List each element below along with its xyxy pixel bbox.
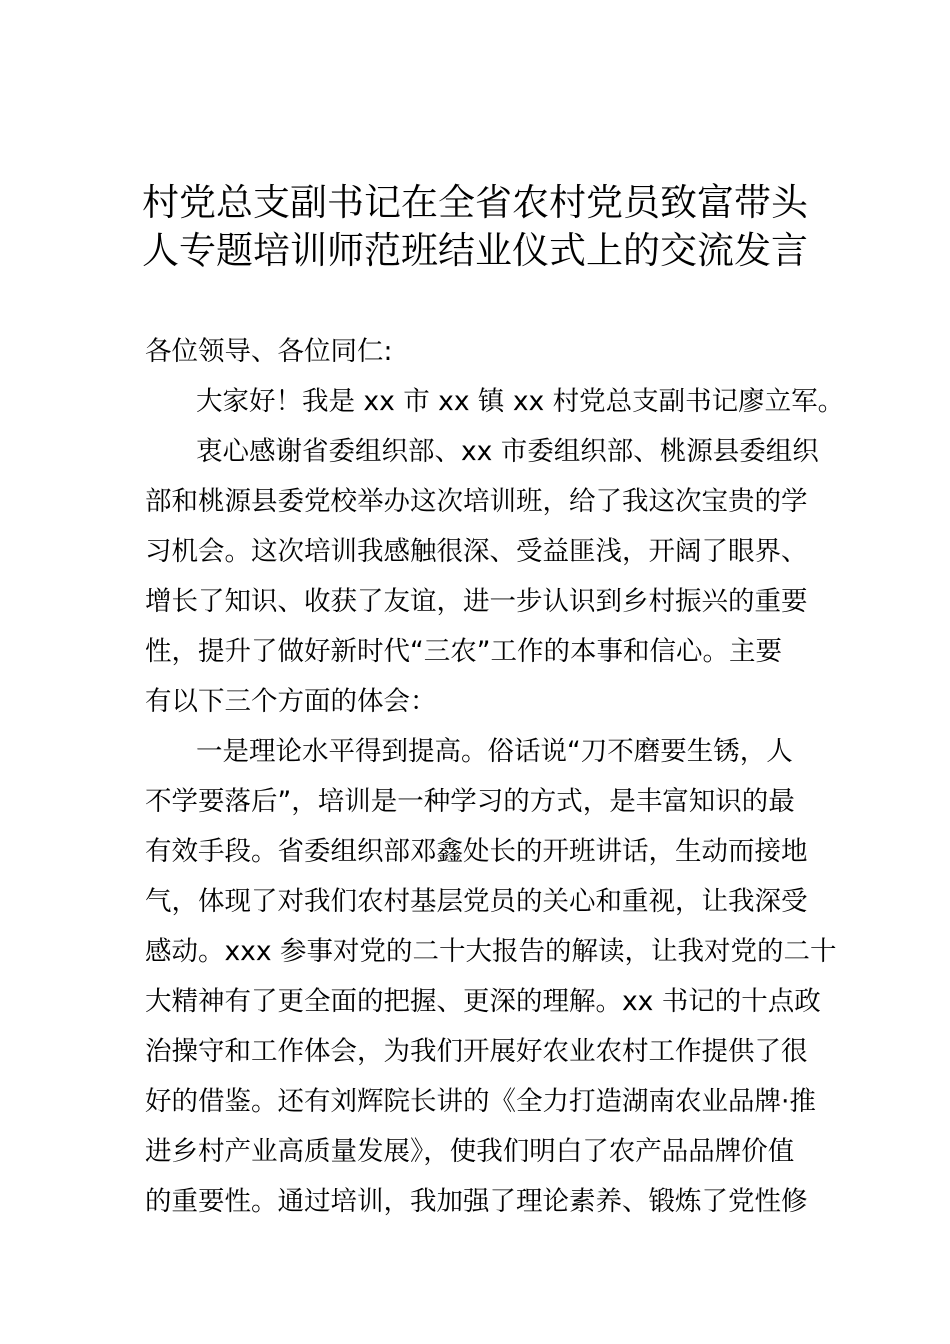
- document-title-line-2: 人专题培训师范班结业仪式上的交流发言: [142, 229, 808, 272]
- body-line: 增长了知识、收获了友谊，进一步认识到乡村振兴的重要: [145, 586, 808, 617]
- body-line: 的重要性。通过培训，我加强了理论素养、锻炼了党性修: [145, 1186, 808, 1217]
- body-line: 衷心感谢省委组织部、xx 市委组织部、桃源县委组织: [196, 436, 819, 467]
- body-line: 治操守和工作体会，为我们开展好农业农村工作提供了很: [145, 1036, 808, 1067]
- body-line: 感动。xxx 参事对党的二十大报告的解读，让我对党的二十: [145, 936, 837, 967]
- body-line: 不学要落后”，培训是一种学习的方式，是丰富知识的最: [145, 786, 795, 817]
- body-line: 习机会。这次培训我感触很深、受益匪浅，开阔了眼界、: [145, 536, 808, 567]
- body-line: 一是理论水平得到提高。俗话说“刀不磨要生锈，人: [196, 736, 793, 767]
- body-line: 性，提升了做好新时代“三农”工作的本事和信心。主要: [145, 636, 782, 667]
- body-line: 有效手段。省委组织部邓鑫处长的开班讲话，生动而接地: [145, 836, 808, 867]
- body-line: 进乡村产业高质量发展》，使我们明白了农产品品牌价值: [145, 1136, 795, 1167]
- body-line: 部和桃源县委党校举办这次培训班，给了我这次宝贵的学: [145, 486, 808, 517]
- salutation: 各位领导、各位同仁:: [145, 336, 393, 367]
- body-line: 大精神有了更全面的把握、更深的理解。xx 书记的十点政: [145, 986, 821, 1017]
- body-line: 有以下三个方面的体会：: [145, 686, 437, 717]
- body-line: 好的借鉴。还有刘辉院长讲的《全力打造湖南农业品牌·推: [145, 1086, 816, 1117]
- body-line: 气，体现了对我们农村基层党员的关心和重视，让我深受: [145, 886, 808, 917]
- document-title-line-1: 村党总支副书记在全省农村党员致富带头: [142, 181, 808, 224]
- greeting-paragraph: 大家好！我是 xx 市 xx 镇 xx 村党总支副书记廖立军。: [196, 386, 845, 417]
